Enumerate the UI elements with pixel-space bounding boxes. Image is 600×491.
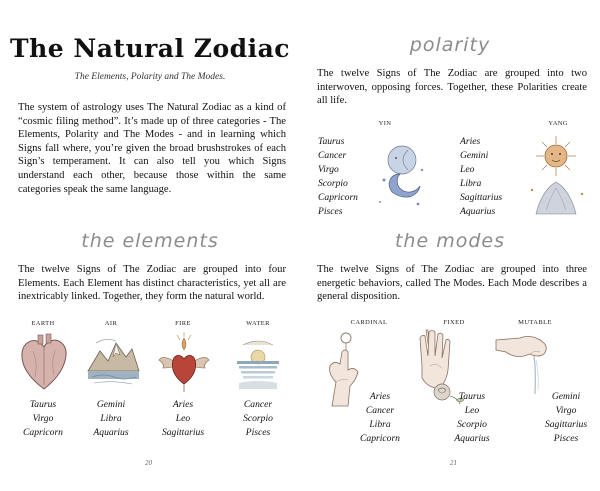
- modes-heading: the modes: [394, 230, 505, 252]
- mode-label: CARDINAL: [350, 319, 388, 326]
- pouring-hand-icon: [494, 330, 564, 396]
- elements-paragraph: The twelve Signs of The Zodiac are grouped into four Elements. Each Element has distinct characteristics, yet all are inextricably linked. Together, they form the natural world.: [18, 264, 286, 303]
- sign-name: Gemini: [551, 391, 581, 402]
- sign-name: Aries: [460, 136, 481, 147]
- sign-name: Aquarius: [454, 433, 490, 444]
- mode-column-cardinal: [324, 319, 414, 326]
- sign-name: Libra: [460, 178, 482, 189]
- moon-face-icon: [372, 140, 434, 216]
- element-label: FIRE: [175, 320, 191, 327]
- polarity-label: YIN: [378, 120, 392, 127]
- anatomical-heart-icon: [18, 333, 70, 393]
- sign-name: Sagittarius: [544, 419, 588, 430]
- page-subtitle: The Elements, Polarity and The Modes.: [74, 72, 226, 82]
- element-label: WATER: [246, 320, 270, 327]
- fire-signs: [152, 398, 214, 440]
- mode-column-fixed: [424, 319, 484, 326]
- mountains-icon: [86, 333, 140, 391]
- sign-name: Taurus: [318, 136, 345, 147]
- elements-heading: the elements: [81, 230, 219, 252]
- page-number: 20: [145, 459, 152, 467]
- sign-name: Aquarius: [93, 427, 129, 438]
- winged-flaming-heart-icon: [157, 330, 211, 394]
- sign-name: Virgo: [318, 164, 339, 175]
- sign-name: Sagittarius: [460, 192, 503, 203]
- water-signs: [226, 398, 290, 440]
- sign-name: Libra: [369, 419, 391, 430]
- sign-name: Gemini: [96, 399, 126, 410]
- sign-name: Taurus: [29, 399, 57, 410]
- element-column-fire: [152, 320, 214, 327]
- sign-name: Capricorn: [360, 433, 400, 444]
- element-label: EARTH: [31, 320, 55, 327]
- sign-name: Capricorn: [23, 427, 63, 438]
- mode-label: MUTABLE: [518, 319, 552, 326]
- sign-name: Taurus: [458, 391, 486, 402]
- sign-name: Pisces: [245, 427, 271, 438]
- sign-name: Pisces: [318, 206, 343, 217]
- sign-name: Virgo: [32, 413, 54, 424]
- sign-name: Pisces: [553, 433, 579, 444]
- modes-paragraph: The twelve Signs of The Zodiac are grouped into three energetic behaviors, called The Modes. Each Mode describes a general disposition.: [317, 264, 587, 303]
- polarity-label: YANG: [548, 120, 568, 127]
- sign-name: Leo: [460, 164, 475, 175]
- sign-name: Leo: [464, 405, 480, 416]
- element-column-earth: [12, 320, 74, 327]
- mode-column-mutable: [500, 319, 570, 326]
- fixed-signs: [442, 390, 502, 446]
- sign-name: Scorpio: [318, 178, 348, 189]
- element-column-air: [80, 320, 142, 327]
- yin-column: [340, 120, 430, 127]
- sign-name: Aquarius: [460, 206, 496, 217]
- earth-signs: [12, 398, 74, 440]
- sign-name: Virgo: [555, 405, 577, 416]
- sign-name: Leo: [175, 413, 191, 424]
- sign-name: Aries: [172, 399, 194, 410]
- sign-name: Cancer: [318, 150, 347, 161]
- yang-signs: [460, 135, 520, 219]
- element-column-water: [226, 320, 290, 327]
- sign-name: Scorpio: [457, 419, 487, 430]
- cardinal-signs: [350, 390, 410, 446]
- sign-name: Libra: [100, 413, 122, 424]
- sign-name: Cancer: [365, 405, 395, 416]
- sign-name: Aries: [369, 391, 391, 402]
- sea-sunset-icon: [233, 333, 283, 393]
- intro-paragraph: The system of astrology uses The Natural Zodiac as a kind of “cosmic filing method”. It’s made up of three categories - The Elements, Polarity and The Modes - and in learning which Signs fall where, you’re given the broad brushstrokes of each Sign’s temperament. It can also tell you which Signs understand each other, because those within the same categories speak the same language.: [18, 102, 286, 195]
- sign-name: Gemini: [460, 150, 489, 161]
- sign-name: Scorpio: [243, 413, 273, 424]
- sun-face-icon: [522, 134, 588, 218]
- polarity-heading: polarity: [409, 34, 491, 56]
- yang-column: [478, 120, 588, 127]
- element-label: AIR: [104, 320, 118, 327]
- polarity-paragraph: The twelve Signs of The Zodiac are grouped into two interwoven, opposing forces. Together, these Polarities create all life.: [317, 68, 587, 107]
- right-page: [300, 0, 600, 491]
- mode-label: FIXED: [443, 319, 465, 326]
- sign-name: Sagittarius: [161, 427, 205, 438]
- mutable-signs: [536, 390, 596, 446]
- page-number: 21: [450, 459, 457, 467]
- sign-name: Capricorn: [318, 192, 358, 203]
- yin-signs: [318, 135, 368, 219]
- air-signs: [80, 398, 142, 440]
- page-title: The Natural Zodiac: [9, 34, 291, 63]
- sign-name: Cancer: [243, 399, 273, 410]
